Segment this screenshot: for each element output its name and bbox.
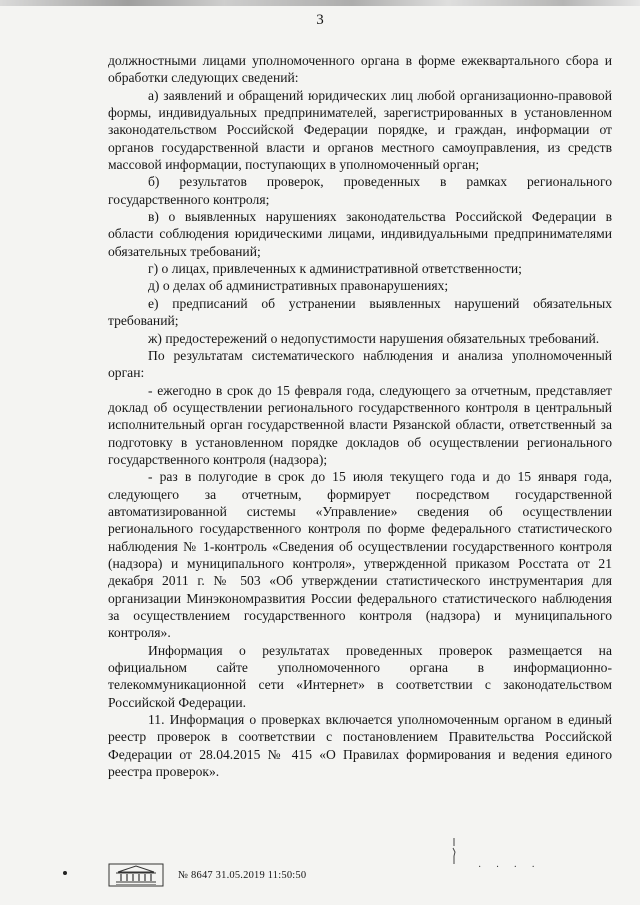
paragraph-item-g: г) о лицах, привлеченных к административной ответственности; [148, 261, 522, 277]
paragraph-results-intro: По результатам систематического наблюдения и анализа уполномоченный орган: [108, 347, 612, 381]
registration-stamp [108, 862, 306, 888]
paragraph-item-d: д) о делах об административных правонарушениях; [148, 278, 449, 294]
paragraph-section-11: 11. Информация о проверках включается уполномоченным органом в единый реестр проверок в соответствии с постановлением Правительства Российской Федерации от 28.04.2015 № 415 «О Правилах формирования и ведения единого реестра проверок». [108, 712, 612, 780]
paragraph-item-zh: ж) предостережений о недопустимости нарушения обязательных требований. [148, 330, 600, 346]
pen-mark-artifact [452, 838, 456, 864]
paragraph-annual-report: - ежегодно в срок до 15 февраля года, следующего за отчетным, представляет доклад об осуществлении регионального государственного контроля в центральный исполнительный орган государственной власти Рязанской области, ответственный за подготовку в установленном порядке докладов об осуществлении регионального государственного контроля (надзора); [108, 382, 612, 467]
paragraph-intro: должностными лицами уполномоченного органа в форме ежеквартального сбора и обработки следующих сведений: [108, 53, 612, 86]
paragraph-publication: Информация о результатах проведенных проверок размещается на официальном сайте уполномоченного органа в информационно-телекоммуникационной сети «Интернет» в соответствии с законодательством Российской Федерации. [108, 642, 612, 710]
paragraph-item-v: в) о выявленных нарушениях законодательства Российской Федерации в области соблюдения юридическими лицами, индивидуальными предпринимателями обязательных требований; [108, 209, 612, 259]
registration-number-timestamp: № 8647 31.05.2019 11:50:50 [178, 869, 307, 881]
page-number: 3 [316, 12, 324, 28]
paragraph-item-e: е) предписаний об устранении выявленных нарушений обязательных требований; [108, 295, 612, 329]
scan-dot-artifact [63, 871, 67, 875]
paragraph-item-b: б) результатов проверок, проведенных в рамках регионального государственного контроля; [108, 174, 612, 207]
scan-edge-artifact [0, 0, 640, 6]
paragraph-semiannual-report: - раз в полугодие в срок до 15 июля текущего года и до 15 января года, следующего за отчетным, формирует посредством государственной автоматизированной системы «Управление» сведения об осуществлении регионального государственного контроля по форме федерального статистического наблюдения № 1-контроль «Сведения об осуществлении государственного контроля (надзора) и муниципального контроля», утвержденной приказом Росстата от 21 декабря 2011 г. № 503 «Об утверждении статистического инструментария для организации Минэкономразвития России федерального статистического наблюдения за осуществлением государственного контроля (надзора) и муниципального контроля». [108, 469, 612, 641]
government-building-icon [108, 863, 164, 887]
paragraph-item-a: а) заявлений и обращений юридических лиц любой организационно-правовой формы, индивидуальных предпринимателей, зарегистрированных в установленном законодательством Российской Федерации порядке, и граждан, информации от органов государственной власти и органов местного самоуправления, из средств массовой информации, поступающих в уполномоченный орган; [108, 87, 612, 173]
scan-dots-artifact: · · · · [478, 862, 541, 873]
document-body [108, 52, 612, 780]
